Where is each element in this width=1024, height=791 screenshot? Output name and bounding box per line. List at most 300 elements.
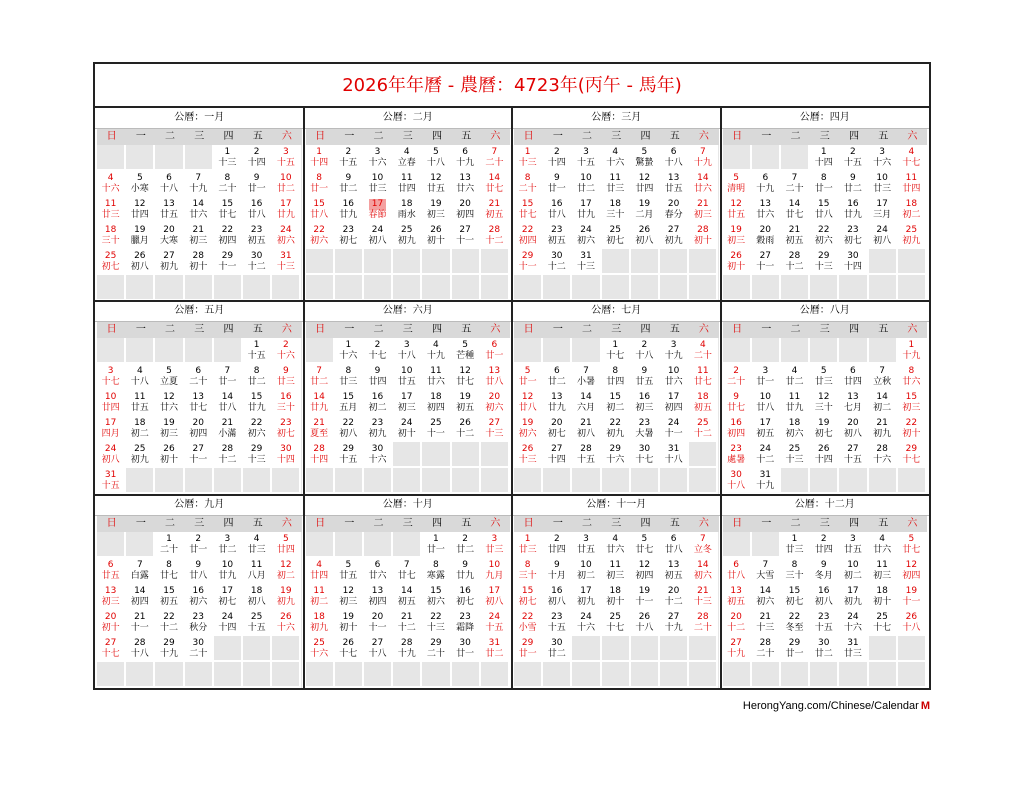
day-cell[interactable] [481,145,510,171]
day-cell[interactable] [810,145,839,171]
day-cell[interactable] [660,223,689,249]
day-cell[interactable] [781,610,810,636]
day-cell[interactable] [810,197,839,223]
day-cell[interactable] [602,338,631,364]
day-cell[interactable] [126,636,155,662]
day-cell[interactable] [126,416,155,442]
footer-link[interactable]: HerongYang.com/Chinese/Calendar [742,700,919,712]
day-cell[interactable] [364,364,393,390]
day-cell[interactable] [689,584,718,610]
day-cell[interactable] [572,610,601,636]
day-cell[interactable] [155,390,184,416]
day-cell[interactable] [660,558,689,584]
day-cell[interactable] [481,416,510,442]
day-cell[interactable] [243,558,272,584]
day-cell[interactable] [393,558,422,584]
day-cell[interactable] [272,223,301,249]
day-cell[interactable] [335,558,364,584]
day-cell[interactable] [452,364,481,390]
day-cell[interactable] [335,442,364,468]
day-cell[interactable] [839,197,868,223]
day-cell[interactable] [810,390,839,416]
day-cell[interactable] [781,636,810,662]
day-cell[interactable] [723,390,752,416]
day-cell[interactable] [898,223,927,249]
day-cell[interactable] [306,610,335,636]
day-cell[interactable] [572,145,601,171]
day-cell[interactable] [723,171,752,197]
day-cell[interactable] [514,249,543,275]
day-cell[interactable] [572,584,601,610]
day-cell[interactable] [185,532,214,558]
day-cell[interactable] [481,636,510,662]
day-cell[interactable] [214,532,243,558]
day-cell[interactable] [272,610,301,636]
day-cell[interactable] [185,416,214,442]
day-cell[interactable] [514,584,543,610]
day-cell[interactable] [810,416,839,442]
day-cell[interactable] [723,558,752,584]
day-cell[interactable] [631,197,660,223]
day-cell[interactable] [723,468,752,494]
day-cell[interactable] [364,223,393,249]
day-cell[interactable] [752,636,781,662]
day-cell[interactable] [126,223,155,249]
day-cell[interactable] [602,584,631,610]
day-cell[interactable] [602,610,631,636]
day-cell[interactable] [781,223,810,249]
day-cell[interactable] [364,442,393,468]
day-cell[interactable] [126,171,155,197]
day-cell[interactable] [810,636,839,662]
day-cell[interactable] [572,558,601,584]
day-cell[interactable] [839,223,868,249]
day-cell[interactable] [155,223,184,249]
day-cell[interactable] [752,558,781,584]
day-cell[interactable] [689,390,718,416]
day-cell[interactable] [422,610,451,636]
day-cell[interactable] [660,442,689,468]
day-cell[interactable] [543,364,572,390]
day-cell[interactable] [422,338,451,364]
day-cell[interactable] [898,390,927,416]
day-cell[interactable] [214,364,243,390]
day-cell[interactable] [243,197,272,223]
day-cell[interactable] [869,145,898,171]
day-cell[interactable] [272,145,301,171]
day-cell[interactable] [155,197,184,223]
day-cell[interactable] [543,171,572,197]
day-cell[interactable] [185,197,214,223]
day-cell[interactable] [660,145,689,171]
day-cell[interactable] [335,636,364,662]
day-cell[interactable] [185,171,214,197]
day-cell[interactable] [155,249,184,275]
day-cell[interactable] [689,338,718,364]
day-cell[interactable] [155,610,184,636]
day-cell[interactable] [422,584,451,610]
day-cell[interactable] [689,145,718,171]
day-cell[interactable] [422,223,451,249]
day-cell[interactable] [126,249,155,275]
day-cell[interactable] [393,338,422,364]
day-cell[interactable] [543,532,572,558]
day-cell[interactable] [452,390,481,416]
day-cell[interactable] [543,636,572,662]
day-cell[interactable] [97,197,126,223]
day-cell[interactable] [689,610,718,636]
day-cell[interactable] [839,249,868,275]
day-cell[interactable] [514,610,543,636]
day-cell[interactable] [306,584,335,610]
day-cell[interactable] [272,197,301,223]
day-cell[interactable] [243,364,272,390]
day-cell[interactable] [869,558,898,584]
day-cell[interactable] [126,610,155,636]
day-cell[interactable] [126,197,155,223]
day-cell[interactable] [126,364,155,390]
day-cell[interactable] [514,416,543,442]
day-cell[interactable] [243,390,272,416]
day-cell[interactable] [452,145,481,171]
day-cell[interactable] [422,364,451,390]
day-cell[interactable] [185,223,214,249]
day-cell[interactable] [660,364,689,390]
day-cell[interactable] [781,584,810,610]
day-cell[interactable] [869,532,898,558]
day-cell[interactable] [898,610,927,636]
day-cell[interactable] [272,249,301,275]
day-cell[interactable] [660,610,689,636]
day-cell[interactable] [452,416,481,442]
day-cell[interactable] [214,171,243,197]
day-cell[interactable] [393,223,422,249]
day-cell[interactable] [781,558,810,584]
day-cell[interactable] [869,584,898,610]
day-cell[interactable] [364,171,393,197]
day-cell[interactable] [272,364,301,390]
day-cell[interactable] [839,584,868,610]
day-cell[interactable] [810,610,839,636]
day-cell[interactable] [155,364,184,390]
day-cell[interactable] [185,610,214,636]
day-cell[interactable] [631,532,660,558]
day-cell[interactable] [155,442,184,468]
day-cell[interactable] [602,532,631,558]
day-cell[interactable] [689,223,718,249]
day-cell[interactable] [335,223,364,249]
day-cell[interactable] [393,390,422,416]
day-cell[interactable] [393,416,422,442]
day-cell[interactable] [306,364,335,390]
day-cell[interactable] [422,171,451,197]
day-cell[interactable] [572,442,601,468]
day-cell[interactable] [306,197,335,223]
day-cell[interactable] [364,416,393,442]
day-cell[interactable] [185,636,214,662]
day-cell[interactable] [543,584,572,610]
day-cell[interactable] [781,171,810,197]
day-cell[interactable] [723,364,752,390]
day-cell[interactable] [631,171,660,197]
day-cell[interactable] [514,442,543,468]
day-cell[interactable] [781,197,810,223]
day-cell[interactable] [481,223,510,249]
day-cell[interactable] [660,197,689,223]
day-cell[interactable] [723,636,752,662]
day-cell[interactable] [572,532,601,558]
day-cell[interactable] [243,338,272,364]
day-cell[interactable] [898,584,927,610]
day-cell[interactable] [631,390,660,416]
day-cell[interactable] [214,390,243,416]
day-cell[interactable] [752,584,781,610]
day-cell[interactable] [97,442,126,468]
day-cell[interactable] [335,416,364,442]
day-cell[interactable] [514,636,543,662]
day-cell[interactable] [155,584,184,610]
day-cell[interactable] [869,171,898,197]
day-cell[interactable] [631,364,660,390]
day-cell[interactable] [543,442,572,468]
day-cell[interactable] [393,636,422,662]
day-cell[interactable] [898,416,927,442]
day-cell[interactable] [543,145,572,171]
day-cell[interactable] [452,223,481,249]
day-cell[interactable] [452,338,481,364]
day-cell[interactable] [839,171,868,197]
day-cell[interactable] [481,171,510,197]
day-cell[interactable] [452,584,481,610]
day-cell[interactable] [185,442,214,468]
day-cell[interactable] [514,171,543,197]
day-cell[interactable] [452,197,481,223]
day-cell[interactable] [306,558,335,584]
day-cell[interactable] [631,584,660,610]
day-cell[interactable] [452,558,481,584]
day-cell[interactable] [481,338,510,364]
day-cell[interactable] [689,171,718,197]
day-cell[interactable] [689,197,718,223]
day-cell[interactable] [810,584,839,610]
day-cell[interactable] [543,416,572,442]
day-cell[interactable] [214,197,243,223]
day-cell[interactable] [185,584,214,610]
day-cell[interactable] [631,338,660,364]
day-cell[interactable] [660,338,689,364]
day-cell[interactable] [393,145,422,171]
day-cell[interactable] [898,442,927,468]
day-cell[interactable] [660,390,689,416]
day-cell[interactable] [452,636,481,662]
day-cell[interactable] [97,416,126,442]
day-cell[interactable] [364,584,393,610]
day-cell[interactable] [839,364,868,390]
day-cell[interactable] [543,249,572,275]
day-cell[interactable] [514,197,543,223]
day-cell[interactable] [243,416,272,442]
day-cell[interactable] [452,610,481,636]
day-cell[interactable] [481,197,510,223]
day-cell[interactable] [810,223,839,249]
day-cell[interactable] [97,171,126,197]
day-cell[interactable] [306,636,335,662]
day-cell[interactable] [272,442,301,468]
day-cell[interactable] [572,223,601,249]
day-cell[interactable] [839,442,868,468]
day-cell[interactable] [839,610,868,636]
day-cell[interactable] [543,390,572,416]
day-cell[interactable] [306,171,335,197]
day-cell[interactable] [572,171,601,197]
day-cell[interactable] [752,171,781,197]
day-cell[interactable] [660,532,689,558]
day-cell[interactable] [393,197,422,223]
day-cell[interactable] [689,416,718,442]
day-cell[interactable] [752,390,781,416]
day-cell[interactable] [481,364,510,390]
day-cell[interactable] [631,416,660,442]
day-cell[interactable] [810,558,839,584]
day-cell[interactable] [335,584,364,610]
day-cell[interactable] [631,223,660,249]
day-cell[interactable] [243,532,272,558]
day-cell[interactable] [602,197,631,223]
day-cell[interactable] [97,390,126,416]
day-cell[interactable] [631,145,660,171]
day-cell[interactable] [869,390,898,416]
day-cell[interactable] [481,532,510,558]
day-cell[interactable] [869,610,898,636]
day-cell[interactable] [543,223,572,249]
day-cell[interactable] [723,442,752,468]
day-cell[interactable] [869,197,898,223]
day-cell[interactable] [514,390,543,416]
day-cell[interactable] [839,416,868,442]
day-cell[interactable] [126,584,155,610]
day-cell[interactable] [839,558,868,584]
day-cell[interactable] [572,416,601,442]
day-cell[interactable] [631,442,660,468]
day-cell[interactable] [689,532,718,558]
day-cell[interactable] [898,145,927,171]
day-cell[interactable] [723,610,752,636]
day-cell[interactable] [306,442,335,468]
day-cell[interactable] [572,364,601,390]
day-cell[interactable] [364,610,393,636]
day-cell[interactable] [481,610,510,636]
day-cell[interactable] [452,532,481,558]
day-cell[interactable] [422,416,451,442]
day-cell[interactable] [243,442,272,468]
day-cell[interactable] [126,558,155,584]
day-cell[interactable] [752,249,781,275]
day-cell[interactable] [155,416,184,442]
day-cell[interactable] [306,390,335,416]
day-cell[interactable] [243,171,272,197]
day-cell[interactable] [543,610,572,636]
day-cell[interactable] [781,532,810,558]
day-cell[interactable] [481,558,510,584]
day-cell[interactable] [481,584,510,610]
day-cell[interactable] [631,558,660,584]
day-cell[interactable] [898,364,927,390]
day-cell[interactable] [335,364,364,390]
day-cell[interactable] [839,532,868,558]
day-cell[interactable] [631,610,660,636]
day-cell[interactable] [602,171,631,197]
day-cell[interactable] [272,390,301,416]
day-cell[interactable] [272,532,301,558]
day-cell[interactable] [810,249,839,275]
day-cell[interactable] [214,249,243,275]
day-cell[interactable] [752,223,781,249]
day-cell[interactable] [422,145,451,171]
day-cell[interactable] [422,197,451,223]
day-cell[interactable] [781,416,810,442]
day-cell[interactable] [723,223,752,249]
day-cell[interactable] [393,364,422,390]
day-cell[interactable] [810,364,839,390]
day-cell[interactable] [214,442,243,468]
day-cell[interactable] [869,364,898,390]
day-cell[interactable] [752,468,781,494]
day-cell[interactable] [869,416,898,442]
day-cell[interactable] [155,636,184,662]
day-cell[interactable] [335,610,364,636]
day-cell[interactable] [602,223,631,249]
day-cell[interactable] [514,145,543,171]
day-cell[interactable] [602,416,631,442]
day-cell[interactable] [839,390,868,416]
day-cell[interactable] [335,171,364,197]
day-cell[interactable] [306,145,335,171]
day-cell[interactable] [602,145,631,171]
day-cell[interactable] [243,249,272,275]
day-cell[interactable] [660,584,689,610]
day-cell[interactable] [272,416,301,442]
day-cell[interactable] [185,390,214,416]
day-cell[interactable] [602,442,631,468]
day-cell[interactable] [602,558,631,584]
day-cell[interactable] [306,223,335,249]
day-cell[interactable] [723,584,752,610]
day-cell[interactable] [243,145,272,171]
day-cell[interactable] [689,364,718,390]
day-cell[interactable] [97,610,126,636]
day-cell[interactable] [839,636,868,662]
day-cell[interactable] [126,442,155,468]
day-cell[interactable] [214,223,243,249]
day-cell[interactable] [723,197,752,223]
day-cell[interactable] [364,390,393,416]
day-cell[interactable] [781,442,810,468]
day-cell[interactable] [572,197,601,223]
day-cell[interactable] [543,558,572,584]
day-cell[interactable] [155,532,184,558]
day-cell[interactable] [364,636,393,662]
day-cell[interactable] [660,171,689,197]
day-cell[interactable] [898,171,927,197]
day-cell[interactable] [97,249,126,275]
day-cell[interactable] [422,390,451,416]
day-cell[interactable] [243,223,272,249]
day-cell[interactable] [422,636,451,662]
day-cell[interactable] [364,558,393,584]
day-cell[interactable] [335,338,364,364]
day-cell[interactable] [335,197,364,223]
day-cell[interactable] [214,610,243,636]
